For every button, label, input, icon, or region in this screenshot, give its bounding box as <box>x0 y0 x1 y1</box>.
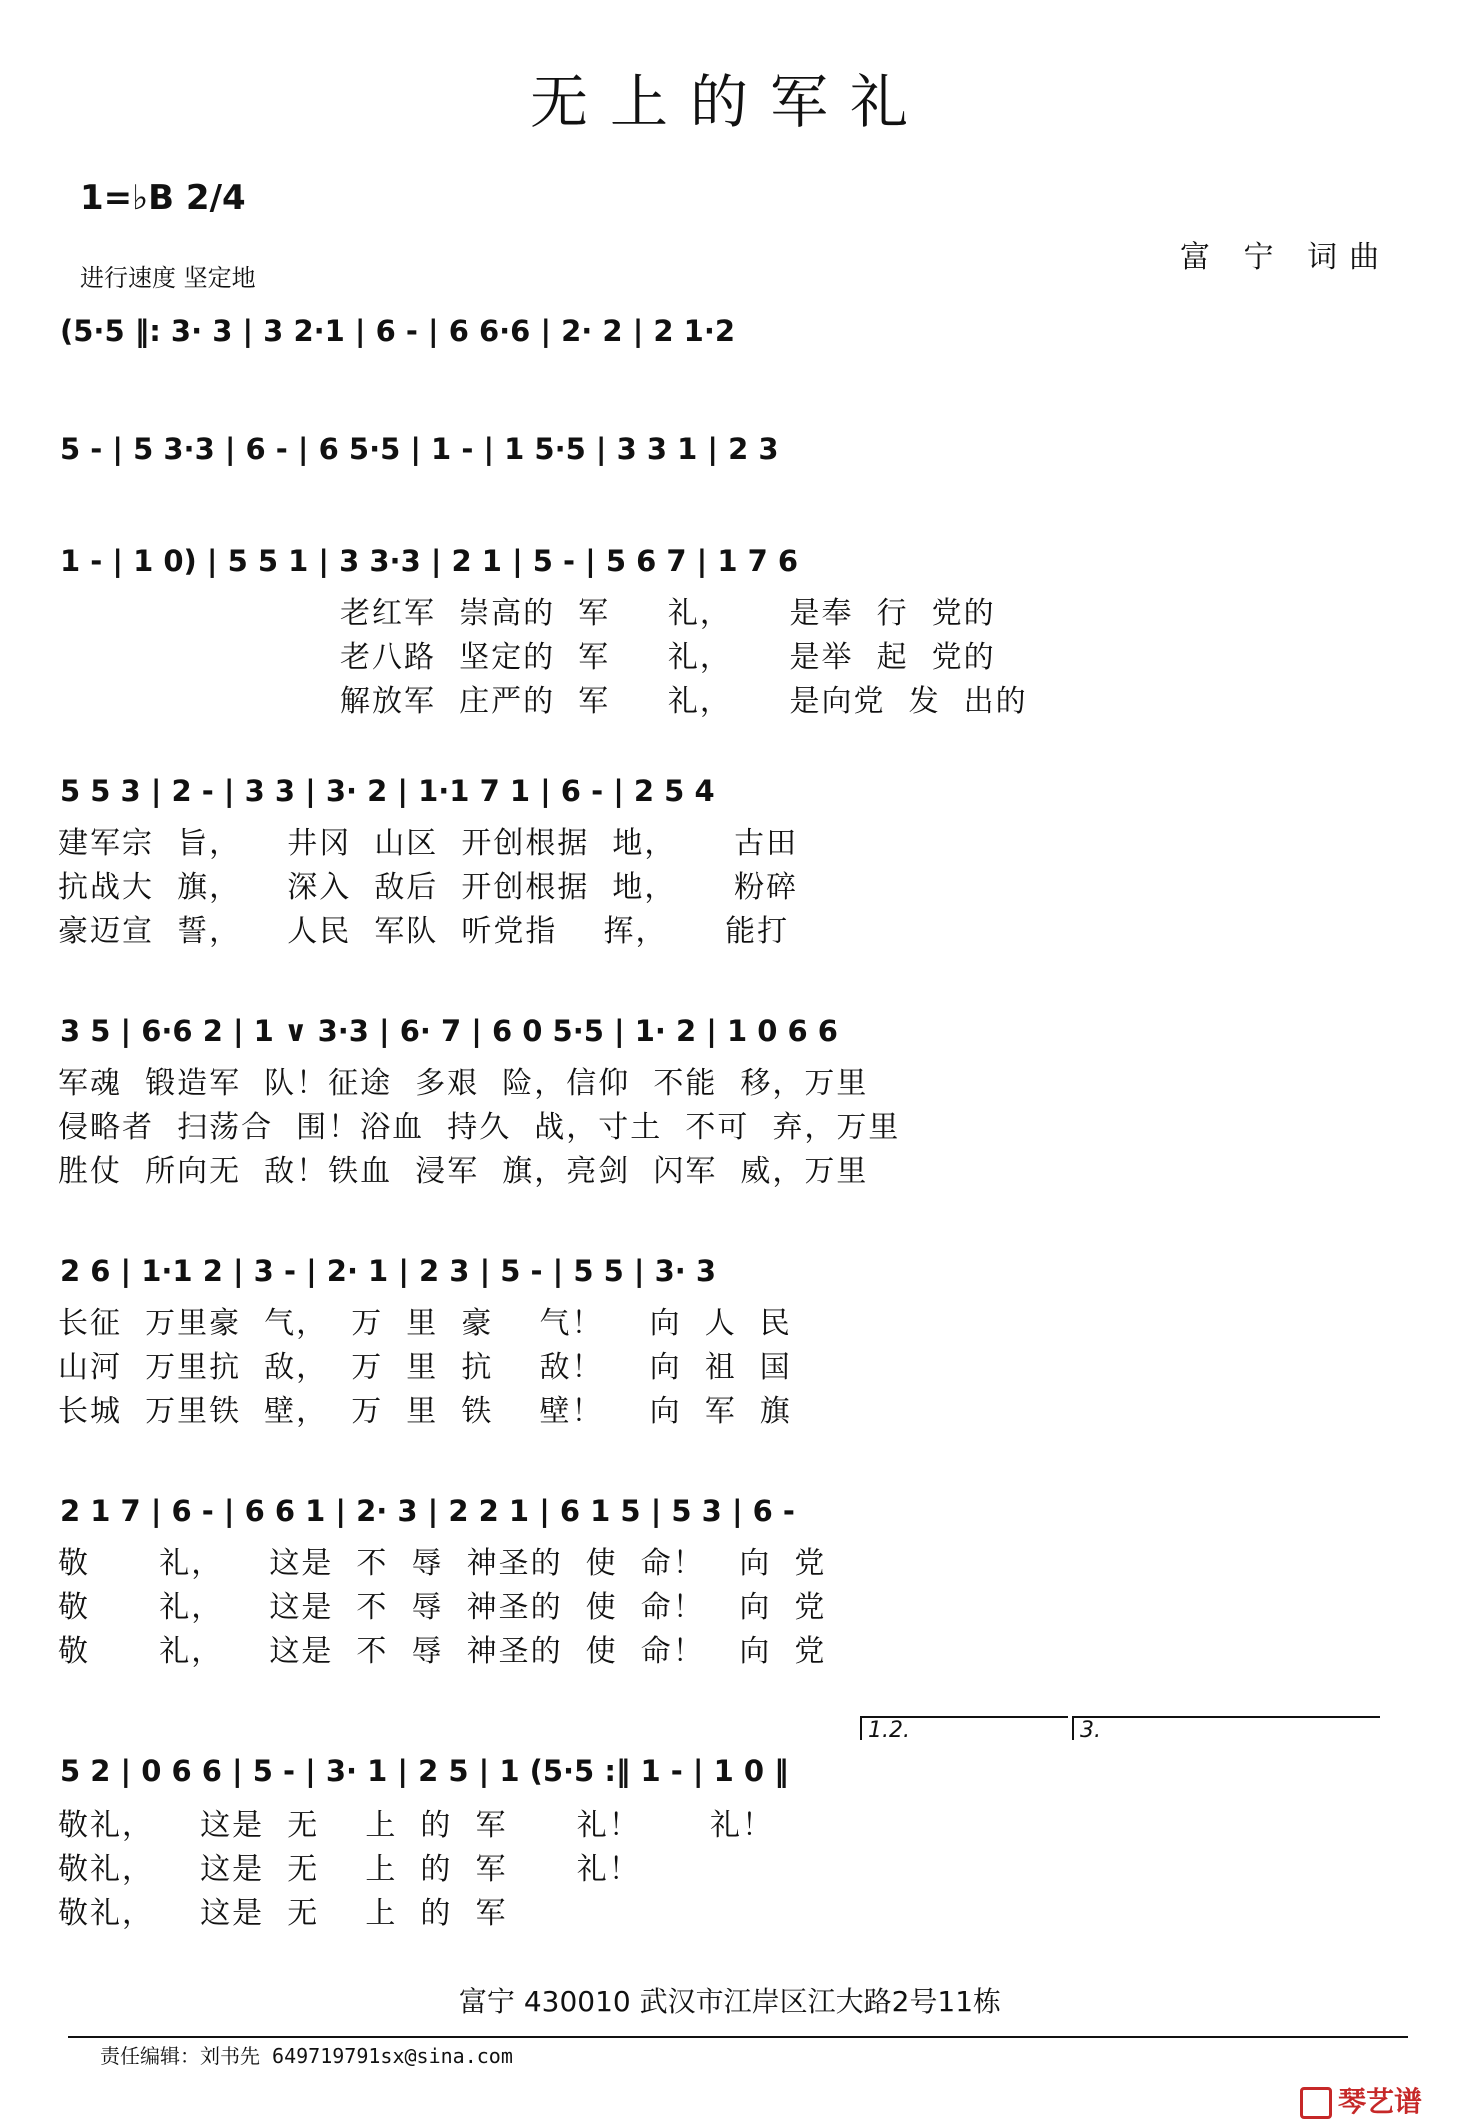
lyric-line-7-1: 敬 礼， 这是 不 辱 神圣的 使 命！ 向 党 <box>58 1546 827 1581</box>
volta-2: 3. <box>1072 1716 1380 1740</box>
lyric-line-3-3: 解放军 庄严的 军 礼， 是向党 发 出的 <box>340 684 1028 719</box>
lyric-line-6-1: 长征 万里豪 气， 万 里 豪 气！ 向 人 民 <box>58 1306 792 1341</box>
lyric-line-7-2: 敬 礼， 这是 不 辱 神圣的 使 命！ 向 党 <box>58 1590 827 1625</box>
lyric-line-5-1: 军魂 锻造军 队！征途 多艰 险，信仰 不能 移，万里 <box>58 1066 869 1101</box>
notes: 1 - | 1 0) | 5 5 1 | 3 3·3 | 2 1 | 5 - | 5 6 7 | 1 7 6 <box>60 544 799 578</box>
lyric-line-6-3: 长城 万里铁 壁， 万 里 铁 壁！ 向 军 旗 <box>58 1394 792 1429</box>
lyric-line-5-3: 胜仗 所向无 敌！铁血 浸军 旗，亮剑 闪军 威，万里 <box>58 1154 869 1189</box>
author-credit: 富 宁 词曲 <box>1180 240 1392 275</box>
lyric-line-8-2: 敬礼， 这是 无 上 的 军 礼！ <box>58 1852 641 1887</box>
lyric-line-5-2: 侵略者 扫荡合 围！浴血 持久 战，寸土 不可 弃，万里 <box>58 1110 901 1145</box>
music-line-2 <box>60 418 1400 488</box>
lyric-line-6-2: 山河 万里抗 敌， 万 里 抗 敌！ 向 祖 国 <box>58 1350 792 1385</box>
logo-text: 琴艺谱 <box>1338 2085 1423 2118</box>
key-signature: 1=♭B 2/4 <box>80 178 246 218</box>
lyric-line-3-2: 老八路 坚定的 军 礼， 是举 起 党的 <box>340 640 996 675</box>
logo-icon <box>1300 2087 1332 2119</box>
song-title: 无上的军礼 <box>529 68 930 136</box>
notes: 5 - | 5 3·3 | 6 - | 6 5·5 | 1 - | 1 5·5 | 3 3 1 | 2 3 <box>60 432 779 466</box>
site-logo <box>1300 2080 1422 2120</box>
lyric-line-3-1: 老红军 崇高的 军 礼， 是奉 行 党的 <box>340 596 996 631</box>
lyric-line-4-1: 建军宗 旨， 井冈 山区 开创根据 地， 古田 <box>58 826 799 861</box>
lyric-line-8-1: 敬礼， 这是 无 上 的 军 礼！ 礼！ <box>58 1808 774 1843</box>
notes: 2 1 7 | 6 - | 6 6 1 | 2· 3 | 2 2 1 | 6 1 5 | 5 3 | 6 - <box>60 1494 795 1528</box>
editor-credit: 责任编辑：刘书先 649719791sx@sina.com <box>100 2044 513 2068</box>
volta-1: 1.2. <box>860 1716 1068 1740</box>
notes: 3 5 | 6·6 2 | 1 ∨ 3·3 | 6· 7 | 6 0 5·5 | 1· 2 | 1 0 6 6 <box>60 1014 838 1048</box>
tempo-marking: 进行速度 坚定地 <box>80 264 256 292</box>
lyric-line-4-3: 豪迈宣 誓， 人民 军队 听党指 挥， 能打 <box>58 914 790 949</box>
lyric-line-7-3: 敬 礼， 这是 不 辱 神圣的 使 命！ 向 党 <box>58 1634 827 1669</box>
notes: (5·5 ‖: 3· 3 | 3 2·1 | 6 - | 6 6·6 | 2· 2 | 2 1·2 <box>60 314 736 348</box>
lyric-line-4-2: 抗战大 旗， 深入 敌后 开创根据 地， 粉碎 <box>58 870 799 905</box>
notes: 2 6 | 1·1 2 | 3 - | 2· 1 | 2 3 | 5 - | 5 5 | 3· 3 <box>60 1254 717 1288</box>
lyric-line-8-3: 敬礼， 这是 无 上 的 军 <box>58 1896 508 1931</box>
footer-address: 富宁 430010 武汉市江岸区江大路2号11栋 <box>458 1985 1002 2018</box>
music-line-1 <box>60 300 1400 370</box>
footer-divider <box>68 2036 1408 2038</box>
notes: 5 5 3 | 2 - | 3 3 | 3· 2 | 1·1 7 1 | 6 - | 2 5 4 <box>60 774 715 808</box>
notes: 5 2 | 0 6 6 | 5 - | 3· 1 | 2 5 | 1 (5·5 :‖ 1 - | 1 0 ‖ <box>60 1754 789 1788</box>
